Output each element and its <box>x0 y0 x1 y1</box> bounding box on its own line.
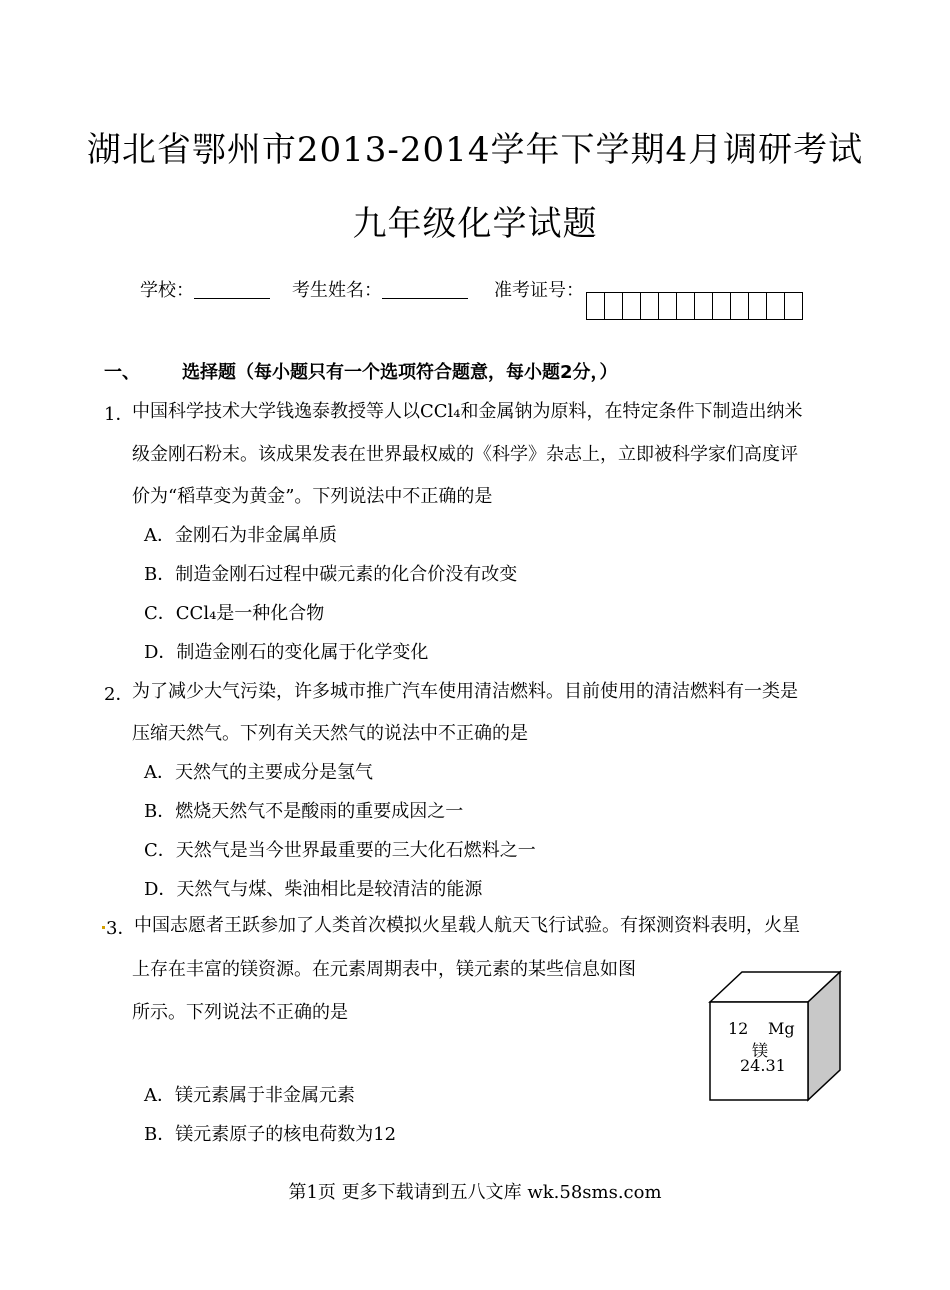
school-blank[interactable] <box>194 280 270 299</box>
option: A．金刚石为非金属单质 <box>144 525 337 546</box>
id-box[interactable] <box>785 293 803 319</box>
id-number-boxes[interactable] <box>586 292 803 320</box>
section-number: 一、 <box>104 362 140 383</box>
option: A．镁元素属于非金属元素 <box>144 1085 355 1106</box>
option: B．制造金刚石过程中碳元素的化合价没有改变 <box>144 564 518 585</box>
id-box[interactable] <box>641 293 659 319</box>
magnesium-element-card <box>706 970 842 1102</box>
option: D．天然气与煤、柴油相比是较清洁的能源 <box>144 879 483 900</box>
id-box[interactable] <box>731 293 749 319</box>
name-field <box>292 276 468 302</box>
question-number: 1． <box>104 404 134 425</box>
id-box[interactable] <box>659 293 677 319</box>
question-number: 2． <box>104 684 134 705</box>
exam-subtitle: 九年级化学试题 <box>352 204 598 244</box>
question-text-line: 上存在丰富的镁资源。在元素周期表中，镁元素的某些信息如图 <box>132 959 636 980</box>
question-text-line: 中国科学技术大学钱逸泰教授等人以CCl₄和金属钠为原料，在特定条件下制造出纳米 <box>132 401 803 422</box>
question-text-line: 为了减少大气污染，许多城市推广汽车使用清洁燃料。目前使用的清洁燃料有一类是 <box>132 681 798 702</box>
id-box[interactable] <box>749 293 767 319</box>
id-box[interactable] <box>767 293 785 319</box>
question-text-line: 所示。下列说法不正确的是 <box>132 1002 348 1023</box>
school-label: 学校： <box>140 280 194 301</box>
id-box[interactable] <box>605 293 623 319</box>
id-box[interactable] <box>587 293 605 319</box>
id-field <box>494 276 584 302</box>
atomic-number: 12 <box>728 1019 749 1038</box>
page-footer: 第1页 更多下载请到五八文库 wk.58sms.com <box>288 1182 662 1203</box>
question-text-line: 中国志愿者王跃参加了人类首次模拟火星载人航天飞行试验。有探测资料表明，火星 <box>134 915 800 936</box>
id-box[interactable] <box>713 293 731 319</box>
option: B．镁元素原子的核电荷数为12 <box>144 1124 397 1145</box>
option: D．制造金刚石的变化属于化学变化 <box>144 642 429 663</box>
marker-dot <box>102 926 105 929</box>
id-box[interactable] <box>695 293 713 319</box>
id-box[interactable] <box>677 293 695 319</box>
atomic-mass: 24.31 <box>740 1056 786 1075</box>
id-label: 准考证号： <box>494 280 584 301</box>
element-name: 镁 <box>752 1041 769 1060</box>
name-blank[interactable] <box>382 280 468 299</box>
question-text-line: 压缩天然气。下列有关天然气的说法中不正确的是 <box>132 723 528 744</box>
question-number: 3． <box>106 918 136 939</box>
option: C．CCl₄是一种化合物 <box>144 603 325 624</box>
exam-title: 湖北省鄂州市2013-2014学年下学期4月调研考试 <box>86 130 864 170</box>
school-field <box>140 276 270 302</box>
id-box[interactable] <box>623 293 641 319</box>
element-symbol: Mg <box>768 1019 795 1038</box>
option: C．天然气是当今世界最重要的三大化石燃料之一 <box>144 840 536 861</box>
name-label: 考生姓名： <box>292 280 382 301</box>
question-text-line: 级金刚石粉末。该成果发表在世界最权威的《科学》杂志上，立即被科学家们高度评 <box>132 444 798 465</box>
question-text-line: 价为“稻草变为黄金”。下列说法中不正确的是 <box>132 486 493 507</box>
option: B．燃烧天然气不是酸雨的重要成因之一 <box>144 801 464 822</box>
section-heading: 选择题（每小题只有一个选项符合题意，每小题2分，） <box>182 362 618 383</box>
option: A．天然气的主要成分是氢气 <box>144 762 373 783</box>
